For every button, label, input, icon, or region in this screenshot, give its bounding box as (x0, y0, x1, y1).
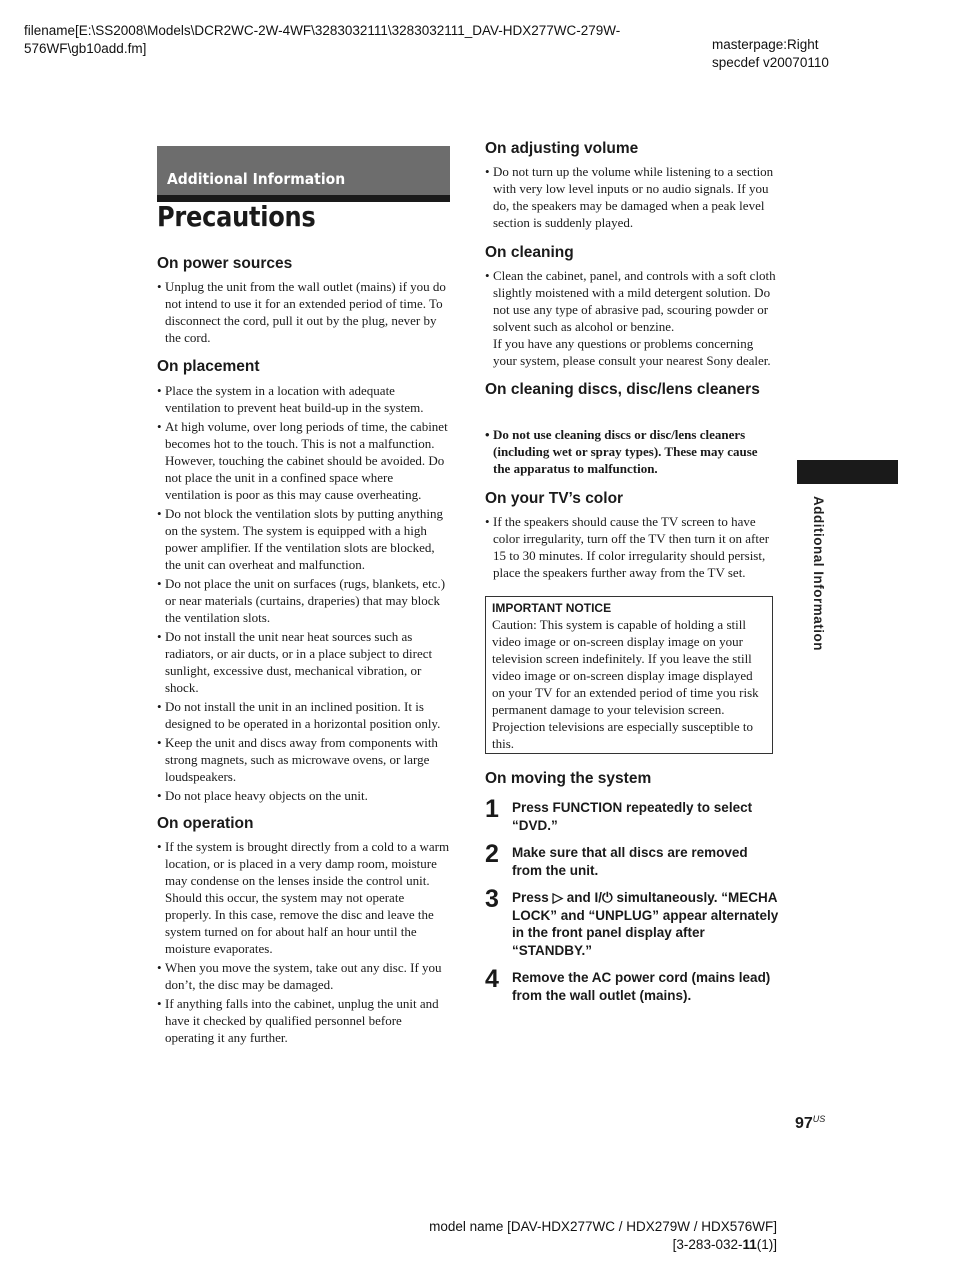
list-cleaning-discs (485, 426, 777, 479)
step-number: 1 (485, 795, 499, 823)
step-number: 4 (485, 965, 499, 993)
list-item: • Do not install the unit near heat sources such as radiators, or air ducts, or in a place subject to direct sunlight, excessive dust, mechanical vibration, or shock. (157, 628, 450, 696)
list-operation (157, 838, 450, 1048)
important-notice-box (485, 596, 773, 754)
list-item: • Do not use cleaning discs or disc/lens cleaners (including wet or spray types). These may cause the apparatus to malfunction. (485, 426, 777, 477)
doc-code-suffix: (1)] (756, 1237, 777, 1252)
list-item: • If the speakers should cause the TV screen to have color irregularity, turn off the TV then turn it on after 15 to 30 minutes. If color irregularity should persist, place the speakers further away from the TV set. (485, 513, 777, 581)
play-icon: ▷ (552, 890, 563, 905)
doc-code-bold: 11 (742, 1237, 757, 1252)
list-item: • Unplug the unit from the wall outlet (mains) if you do not intend to use it for an extended period of time. To disconnect the cord, pull it out by the plug, never by the cord. (157, 278, 450, 346)
page-region: US (812, 1114, 826, 1124)
step-text (512, 889, 780, 959)
list-item: • If the system is brought directly from a cold to a warm location, or is placed in a very damp room, moisture may condense on the lenses inside the control unit. Should this occur, the system may not operate properly. In this case, remove the disc and leave the system turned on for about half an hour until the moisture evaporates. (157, 838, 450, 957)
cleaning-text-2: If you have any questions or problems concerning your system, please consult your nearest Sony dealer. (493, 336, 771, 368)
heading-adjusting-volume: On adjusting volume (485, 140, 639, 157)
list-item (485, 267, 779, 369)
list-power-sources (157, 278, 450, 348)
list-volume (485, 163, 777, 233)
specdef-label: specdef v20070110 (712, 55, 829, 70)
masterpage-label: masterpage:Right (712, 37, 819, 52)
model-name: model name [DAV-HDX277WC / HDX279W / HDX576WF] (429, 1219, 777, 1234)
page-number (795, 1114, 825, 1133)
heading-cleaning-discs: On cleaning discs, disc/lens cleaners (485, 381, 760, 398)
list-item: • Do not turn up the volume while listening to a section with very low level inputs or no audio signals. If you do, the speakers may be damaged when a peak level section is suddenly played. (485, 163, 777, 231)
step-3-pre: Press (512, 890, 549, 905)
doc-code (429, 1236, 777, 1254)
side-index-tab (797, 460, 898, 484)
file-path: filename[E:\SS2008\Models\DCR2WC-2W-4WF\3283032111\3283032111_DAV-HDX277WC-279W-576WF\gb10add.fm] (24, 23, 621, 56)
side-index-label: Additional Information (811, 496, 826, 651)
page-number-value: 97 (795, 1115, 813, 1132)
list-item: • Keep the unit and discs away from components with strong magnets, such as microwave ovens, or large loudspeakers. (157, 734, 450, 785)
step-number: 3 (485, 885, 499, 913)
step-text: Press FUNCTION repeatedly to select “DVD.” (512, 800, 753, 833)
list-item: • At high volume, over long periods of time, the cabinet becomes hot to the touch. This is not a malfunction. However, touching the cabinet should be avoided. Do not place the unit in a confined space where ventilation is poor as this may cause overheating. (157, 418, 450, 503)
section-banner (157, 146, 450, 202)
step-number: 2 (485, 840, 499, 868)
list-item: • Do not install the unit in an inclined position. It is designed to be operated in a horizontal position only. (157, 698, 450, 732)
heading-tv-color: On your TV’s color (485, 490, 624, 507)
list-cleaning (485, 267, 779, 371)
heading-power-sources: On power sources (157, 255, 293, 272)
section-banner-title: Additional Information (167, 170, 346, 188)
masterpage-info (712, 36, 932, 72)
heading-placement: On placement (157, 358, 260, 375)
step-3-mid: and (566, 890, 591, 905)
heading-cleaning: On cleaning (485, 244, 574, 261)
list-item: • Do not place the unit on surfaces (rugs, blankets, etc.) or near materials (curtains, draperies) that may block the ventilation slots. (157, 575, 450, 626)
heading-operation: On operation (157, 815, 254, 832)
step-3-post: simultaneously. “MECHA LOCK” and “UNPLUG” appear alternately in the front panel display after “STANDBY.” (512, 890, 779, 958)
cleaning-text: Clean the cabinet, panel, and controls with a soft cloth slightly moistened with a mild detergent solution. Do not use any type of abrasive pad, scouring powder or solvent such as alcohol or benzine. (493, 268, 776, 334)
step-text: Make sure that all discs are removed from the unit. (512, 845, 748, 878)
list-tv-color (485, 513, 777, 583)
list-item: • Do not place heavy objects on the unit. (157, 787, 450, 804)
page-title: Precautions (157, 200, 316, 233)
list-item: • If anything falls into the cabinet, unplug the unit and have it checked by qualified personnel before operating it any further. (157, 995, 450, 1046)
notice-title: IMPORTANT NOTICE (492, 601, 612, 615)
power-icon: I/⏻ (594, 890, 613, 905)
footer (429, 1218, 777, 1254)
list-item: • Do not block the ventilation slots by putting anything on the system. The system is equipped with a high power amplifier. If the ventilation slots are blocked, the unit can overheat and malfunction. (157, 505, 450, 573)
notice-text: Caution: This system is capable of holding a still video image or on-screen display image on your television screen indefinitely. If you leave the still video image or on-screen display image displayed on your TV for an extended period of time you risk permanent damage to your television screen. Projection televisions are especially susceptible to this. (492, 617, 759, 751)
list-placement (157, 382, 450, 806)
heading-moving-system: On moving the system (485, 770, 652, 787)
list-item: • When you move the system, take out any disc. If you don’t, the disc may be damaged. (157, 959, 450, 993)
list-item: • Place the system in a location with adequate ventilation to prevent heat build-up in the system. (157, 382, 450, 416)
doc-code-prefix: [3-283-032- (672, 1237, 743, 1252)
step-text: Remove the AC power cord (mains lead) from the wall outlet (mains). (512, 970, 771, 1003)
